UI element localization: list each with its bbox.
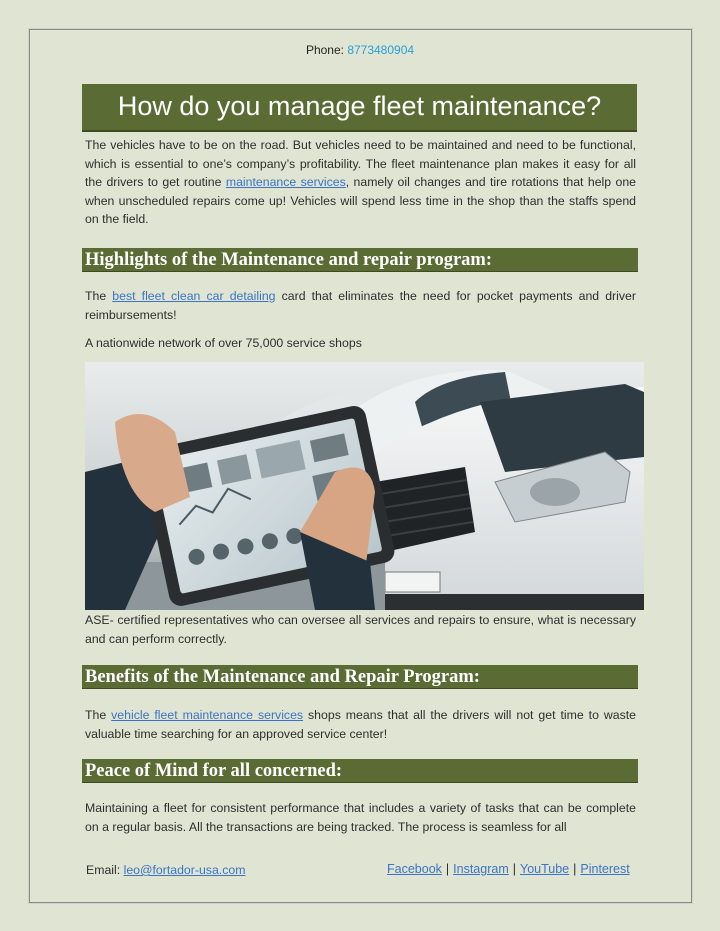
intro-paragraph xyxy=(85,136,636,229)
highlights-text-1: The xyxy=(85,289,113,303)
separator: | xyxy=(573,862,577,876)
phone-line xyxy=(0,43,720,57)
facebook-link[interactable]: Facebook xyxy=(387,862,442,876)
maintenance-services-link[interactable]: maintenance services xyxy=(225,175,346,189)
intro-text-2: , namely oil changes and tire rotations that help one when unscheduled repairs come up! Vehicles will spend less time in the shop than the staffs spend on the field. xyxy=(85,175,636,226)
tablet-diagnostics-photo xyxy=(85,362,644,610)
highlights-paragraph-1 xyxy=(85,287,636,324)
section-heading-peace-of-mind: Peace of Mind for all concerned: xyxy=(82,759,638,783)
benefits-text-2: shops means that all the drivers will not get time to waste valuable time searching for an approved service center! xyxy=(85,708,636,741)
intro-text-1: The vehicles have to be on the road. But vehicles need to be maintained and need to be functional, which is essential to one’s company’s profitability. The fleet maintenance plan makes it easy for all the drivers to get routine xyxy=(85,138,636,189)
youtube-link[interactable]: YouTube xyxy=(520,862,570,876)
separator: | xyxy=(512,862,516,876)
instagram-link[interactable]: Instagram xyxy=(453,862,509,876)
email-label: Email: xyxy=(86,863,124,877)
highlights-text-2: card that eliminates the need for pocket payments and driver reimbursements! xyxy=(85,289,636,322)
section-heading-highlights: Highlights of the Maintenance and repair program: xyxy=(82,248,638,272)
benefits-paragraph xyxy=(85,706,636,743)
highlights-paragraph-2: A nationwide network of over 75,000 service shops xyxy=(85,336,362,350)
section-heading-benefits: Benefits of the Maintenance and Repair Program: xyxy=(82,665,638,689)
photo-caption: ASE- certified representatives who can oversee all services and repairs to ensure, what is necessary and can perform correctly. xyxy=(85,613,636,646)
phone-label: Phone: xyxy=(305,43,348,57)
page-title: How do you manage fleet maintenance? xyxy=(82,84,637,132)
fleet-maintenance-services-link[interactable]: vehicle fleet maintenance services xyxy=(111,708,304,722)
phone-number[interactable]: 8773480904 xyxy=(347,43,415,57)
separator: | xyxy=(445,862,450,876)
peace-of-mind-paragraph: Maintaining a fleet for consistent performance that includes a variety of tasks that can be complete on a regular basis. All the transactions are being tracked. The process is seamless for all xyxy=(85,801,636,834)
fleet-detailing-link[interactable]: best fleet clean car detailing xyxy=(112,289,276,303)
benefits-text-1: The xyxy=(85,708,112,722)
email-link[interactable]: leo@fortador-usa.com xyxy=(123,863,246,877)
footer-email xyxy=(86,863,245,877)
social-links xyxy=(387,862,630,876)
pinterest-link[interactable]: Pinterest xyxy=(580,862,630,876)
